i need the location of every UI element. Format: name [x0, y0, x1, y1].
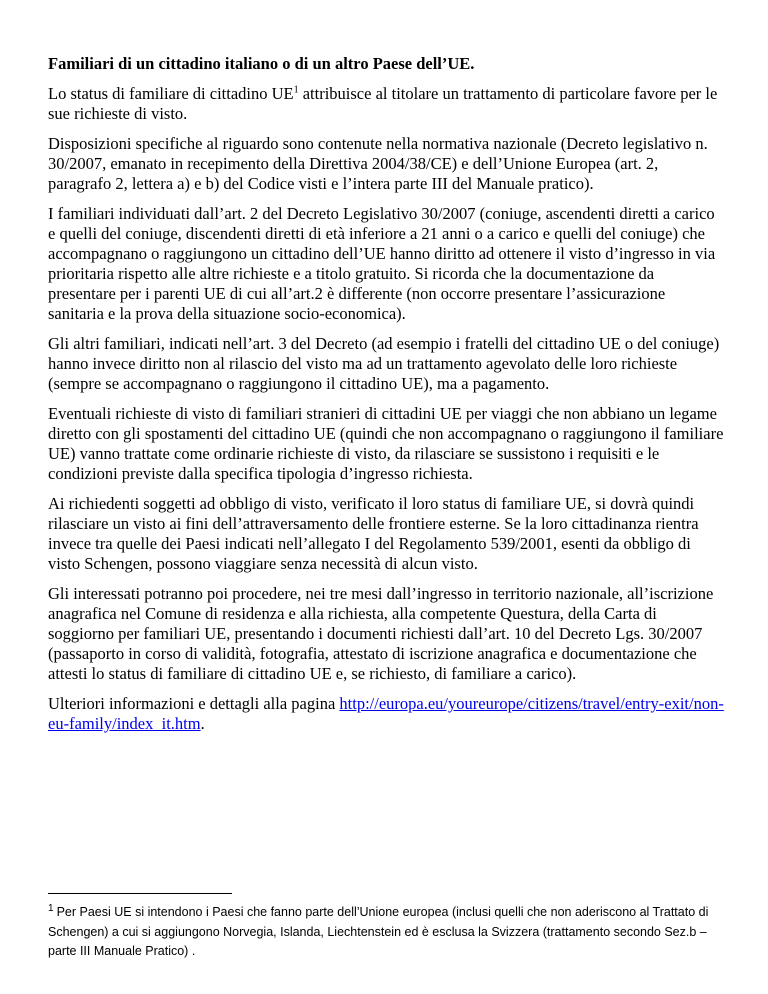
footnote-number: 1 — [48, 902, 54, 914]
document-body — [48, 54, 724, 744]
intro-text-continued: attribuisce al titolare un trattamento di particolare favore per le sue richieste di visto. — [48, 84, 718, 123]
paragraph-art3-family: Gli altri familiari, indicati nell’art. 3 del Decreto (ad esempio i fratelli del cittadino UE o del coniuge) hanno invece diritto non al rilascio del visto ma ad un trattamento agevolato delle loro richieste (sempre se accompagnano o raggiungono il cittadino UE), ma a pagamento. — [48, 334, 720, 393]
footnote-text: Per Paesi UE si intendono i Paesi che fanno parte dell’Unione europea (inclusi quelli che non aderiscono al Trattato di Schengen) a cui si aggiungono Norvegia, Islanda, Liechtenstein ed è esclusa la Svizzera (trattamento secondo Sez.b – parte III Manuale Pratico) . — [48, 905, 709, 958]
paragraph-legislation: Disposizioni specifiche al riguardo sono contenute nella normativa nazionale (Decreto legislativo n. 30/2007, emanato in recepimento della Direttiva 2004/38/CE) e dell’Unione Europea (art. 2, paragrafo 2, lettera a) e b) del Codice visti e l’intera parte III del Manuale pratico). — [48, 134, 708, 193]
paragraph-art2-family: I familiari individuati dall’art. 2 del Decreto Legislativo 30/2007 (coniuge, ascendenti diretti a carico e quelli del coniuge, discendenti diretti di età inferiore a 21 anni o a carico e quelli del coniuge) che accompagnano o raggiungono un cittadino dell’UE hanno diritto ad ottenere il visto d’ingresso in via prioritaria rispetto alle altre richieste e a titolo gratuito. Si ricorda che la documentazione da presentare per i parenti UE di cui all’art.2 è differente (non occorre presentare l’assicurazione sanitaria e la prova della situazione socio-economica). — [48, 204, 716, 323]
closing-period: . — [200, 714, 205, 733]
europa-info-link[interactable]: http://europa.eu/youreurope/citizens/travel/entry-exit/non-eu-family/index_it.htm — [48, 694, 724, 733]
paragraph-visa-obligation: Ai richiedenti soggetti ad obbligo di visto, verificato il loro status di familiare UE, si dovrà quindi rilasciare un visto ai fini dell’attraversamento delle frontiere esterne. Se la loro cittadinanza rientra invece tra quelle dei Paesi indicati nell’allegato I del Regolamento 539/2001, esenti da obbligo di visto Schengen, possono viaggiare senza necessità di alcun visto. — [48, 494, 699, 573]
closing-paragraph — [48, 694, 724, 734]
footnote — [48, 903, 728, 962]
footnote-reference[interactable]: 1 — [293, 84, 299, 96]
intro-paragraph — [48, 84, 724, 124]
paragraph-ordinary-requests: Eventuali richieste di visto di familiari stranieri di cittadini UE per viaggi che non abbiano un legame diretto con gli spostamenti del cittadino UE (quindi che non accompagnano o raggiungono il familiare UE) vanno trattate come ordinarie richieste di visto, da rilasciare se sussistono i requisiti e le condizioni previste dalla specifica tipologia d’ingresso richiesta. — [48, 404, 724, 483]
closing-text: Ulteriori informazioni e dettagli alla pagina — [48, 694, 340, 713]
document-title: Familiari di un cittadino italiano o di un altro Paese dell’UE. — [48, 54, 475, 73]
paragraph-residence-card: Gli interessati potranno poi procedere, nei tre mesi dall’ingresso in territorio nazionale, all’iscrizione anagrafica nel Comune di residenza e alla richiesta, alla competente Questura, della Carta di soggiorno per familiari UE, presentando i documenti richiesti dall’art. 10 del Decreto Lgs. 30/2007 (passaporto in corso di validità, fotografia, attestato di iscrizione anagrafica e documentazione che attesti lo status di familiare di cittadino UE e, se richiesto, di familiare a carico). — [48, 584, 714, 683]
intro-text: Lo status di familiare di cittadino UE — [48, 84, 294, 103]
footnote-separator — [48, 893, 232, 894]
